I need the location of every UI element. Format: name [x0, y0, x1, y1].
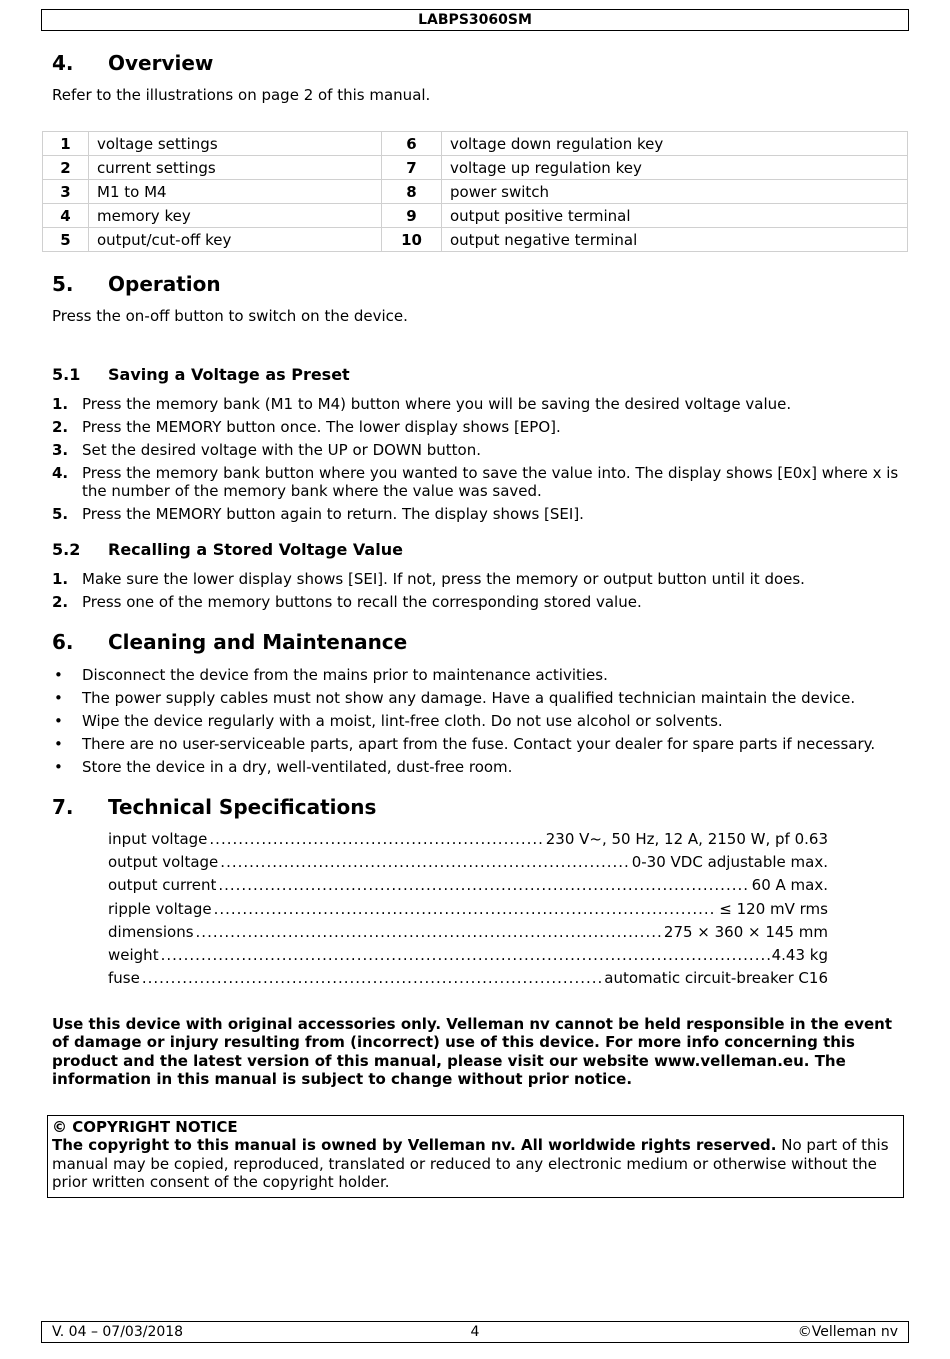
bullet-text: Store the device in a dry, well-ventilated, dust-free room.: [82, 758, 513, 776]
item-label: voltage down regulation key: [442, 132, 908, 156]
footer-owner: ©Velleman nv: [797, 1324, 898, 1340]
step-text: Press the MEMORY button again to return. The display shows [SEI].: [82, 505, 584, 523]
cleaning-bullets-list: [52, 666, 902, 781]
section-title: Overview: [108, 51, 214, 75]
step-number: 2.: [52, 418, 69, 436]
spec-row: [108, 828, 828, 851]
spec-value: automatic circuit-breaker C16: [604, 969, 828, 988]
list-item: [52, 570, 902, 588]
spec-value: ≤ 120 mV rms: [719, 899, 828, 918]
spec-key: output current: [108, 876, 217, 895]
operation-intro: Press the on-off button to switch on the device.: [52, 307, 408, 325]
item-label: M1 to M4: [89, 180, 382, 204]
spec-key: output voltage: [108, 853, 219, 872]
list-item: [52, 505, 902, 523]
saving-steps-list: [52, 395, 902, 528]
bullet-icon: •: [54, 758, 63, 776]
overview-table: [42, 131, 908, 252]
table-row: [43, 156, 908, 180]
section-title: Operation: [108, 272, 221, 296]
bullet-text: There are no user-serviceable parts, apart from the fuse. Contact your dealer for spare parts if necessary.: [82, 735, 876, 753]
subsection-title: Recalling a Stored Voltage Value: [108, 540, 403, 559]
section-title: Cleaning and Maintenance: [108, 630, 408, 654]
item-number: 3: [43, 180, 89, 204]
table-row: [43, 204, 908, 228]
page-header: [41, 9, 909, 31]
list-item: [52, 418, 902, 436]
step-number: 3.: [52, 441, 69, 459]
spec-row: [108, 967, 828, 990]
spec-value: 60 A max.: [751, 876, 828, 895]
step-text: Make sure the lower display shows [SEI]. If not, press the memory or output button until it does.: [82, 570, 805, 588]
section-heading-specs: [52, 795, 376, 819]
specs-list: [108, 828, 828, 990]
item-number: 1: [43, 132, 89, 156]
section-title: Technical Specifications: [108, 795, 377, 819]
section-number: 4.: [52, 51, 74, 75]
item-number: 2: [43, 156, 89, 180]
spec-value: 4.43 kg: [771, 945, 828, 964]
step-number: 2.: [52, 593, 69, 611]
item-number: 8: [382, 180, 442, 204]
spec-row: [108, 874, 828, 897]
subsection-number: 5.2: [52, 540, 81, 559]
leader-dots: [142, 967, 602, 990]
step-text: Press the memory bank (M1 to M4) button where you will be saving the desired voltage value.: [82, 395, 792, 413]
spec-key: ripple voltage: [108, 899, 212, 918]
section-number: 5.: [52, 272, 74, 296]
step-text: Press the memory bank button where you wanted to save the value into. The display shows [E0x] where x is the number of the memory bank where the value was saved.: [82, 464, 899, 500]
leader-dots: [220, 851, 629, 874]
copyright-body: [52, 1136, 899, 1191]
step-text: Press the MEMORY button once. The lower display shows [EPO].: [82, 418, 561, 436]
spec-key: fuse: [108, 969, 140, 988]
item-number: 10: [382, 228, 442, 252]
item-label: output positive terminal: [442, 204, 908, 228]
subsection-heading-recalling: [52, 540, 403, 559]
leader-dots: [196, 921, 662, 944]
spec-value: 230 V~, 50 Hz, 12 A, 2150 W, pf 0.63: [545, 830, 828, 848]
list-item: [52, 712, 902, 730]
bullet-text: Wipe the device regularly with a moist, lint-free cloth. Do not use alcohol or solvents.: [82, 712, 723, 730]
spec-value: 0-30 VDC adjustable max.: [631, 853, 828, 872]
spec-value: 275 × 360 × 145 mm: [663, 922, 828, 941]
item-label: output/cut-off key: [89, 228, 382, 252]
copyright-title: © COPYRIGHT NOTICE: [52, 1118, 238, 1136]
leader-dots: [214, 898, 718, 921]
list-item: [52, 735, 902, 753]
item-label: memory key: [89, 204, 382, 228]
item-label: current settings: [89, 156, 382, 180]
leader-dots: [209, 828, 543, 851]
model-name: LABPS3060SM: [418, 12, 532, 28]
table-row: [43, 180, 908, 204]
item-label: power switch: [442, 180, 908, 204]
spec-key: dimensions: [108, 922, 194, 941]
bullet-icon: •: [54, 712, 63, 730]
list-item: [52, 758, 902, 776]
step-text: Set the desired voltage with the UP or DOWN button.: [82, 441, 481, 459]
section-heading-overview: [52, 51, 213, 75]
step-number: 1.: [52, 395, 69, 413]
table-row: [43, 132, 908, 156]
bullet-icon: •: [54, 666, 63, 684]
disclaimer: Use this device with original accessories only. Velleman nv cannot be held responsible in the event of damage or injury resulting from (incorrect) use of this device. For more info concerning this product and the latest version of this manual, please visit our website www.velleman.eu. The information in this manual is subject to change without prior notice.: [52, 1015, 892, 1088]
item-number: 6: [382, 132, 442, 156]
bullet-icon: •: [54, 735, 63, 753]
footer-version: V. 04 – 07/03/2018: [52, 1324, 184, 1340]
leader-dots: [161, 944, 770, 967]
item-label: output negative terminal: [442, 228, 908, 252]
step-text: Press one of the memory buttons to recall the corresponding stored value.: [82, 593, 642, 611]
list-item: [52, 441, 902, 459]
list-item: [52, 689, 902, 707]
recalling-steps-list: [52, 570, 902, 616]
table-row: [43, 228, 908, 252]
spec-key: input voltage: [108, 830, 208, 848]
item-number: 4: [43, 204, 89, 228]
item-number: 5: [43, 228, 89, 252]
bullet-text: The power supply cables must not show any damage. Have a qualified technician maintain the device.: [82, 689, 856, 707]
spec-row: [108, 944, 828, 967]
page-footer: [41, 1321, 909, 1343]
copyright-bold-text: The copyright to this manual is owned by Velleman nv. All worldwide rights reserved.: [52, 1136, 777, 1155]
item-label: voltage up regulation key: [442, 156, 908, 180]
step-number: 5.: [52, 505, 69, 523]
section-number: 6.: [52, 630, 74, 654]
bullet-text: Disconnect the device from the mains prior to maintenance activities.: [82, 666, 608, 684]
bullet-icon: •: [54, 689, 63, 707]
subsection-number: 5.1: [52, 365, 81, 384]
spec-row: [108, 851, 828, 874]
list-item: [52, 666, 902, 684]
subsection-title: Saving a Voltage as Preset: [108, 365, 350, 384]
subsection-heading-saving: [52, 365, 350, 384]
spec-row: [108, 898, 828, 921]
list-item: [52, 464, 902, 500]
footer-page-number: 4: [470, 1324, 480, 1340]
item-number: 9: [382, 204, 442, 228]
section-number: 7.: [52, 795, 74, 819]
item-label: voltage settings: [89, 132, 382, 156]
leader-dots: [218, 874, 749, 897]
list-item: [52, 593, 902, 611]
copyright-text: No part of this manual may be copied, reproduced, translated or reduced to any electronic medium or otherwise without the prior written consent of the copyright holder.: [52, 1136, 889, 1191]
spec-row: [108, 921, 828, 944]
section-heading-operation: [52, 272, 221, 296]
overview-intro: Refer to the illustrations on page 2 of this manual.: [52, 86, 431, 104]
item-number: 7: [382, 156, 442, 180]
step-number: 4.: [52, 464, 69, 482]
section-heading-cleaning: [52, 630, 407, 654]
list-item: [52, 395, 902, 413]
step-number: 1.: [52, 570, 69, 588]
copyright-notice: [47, 1115, 904, 1198]
spec-key: weight: [108, 945, 159, 964]
